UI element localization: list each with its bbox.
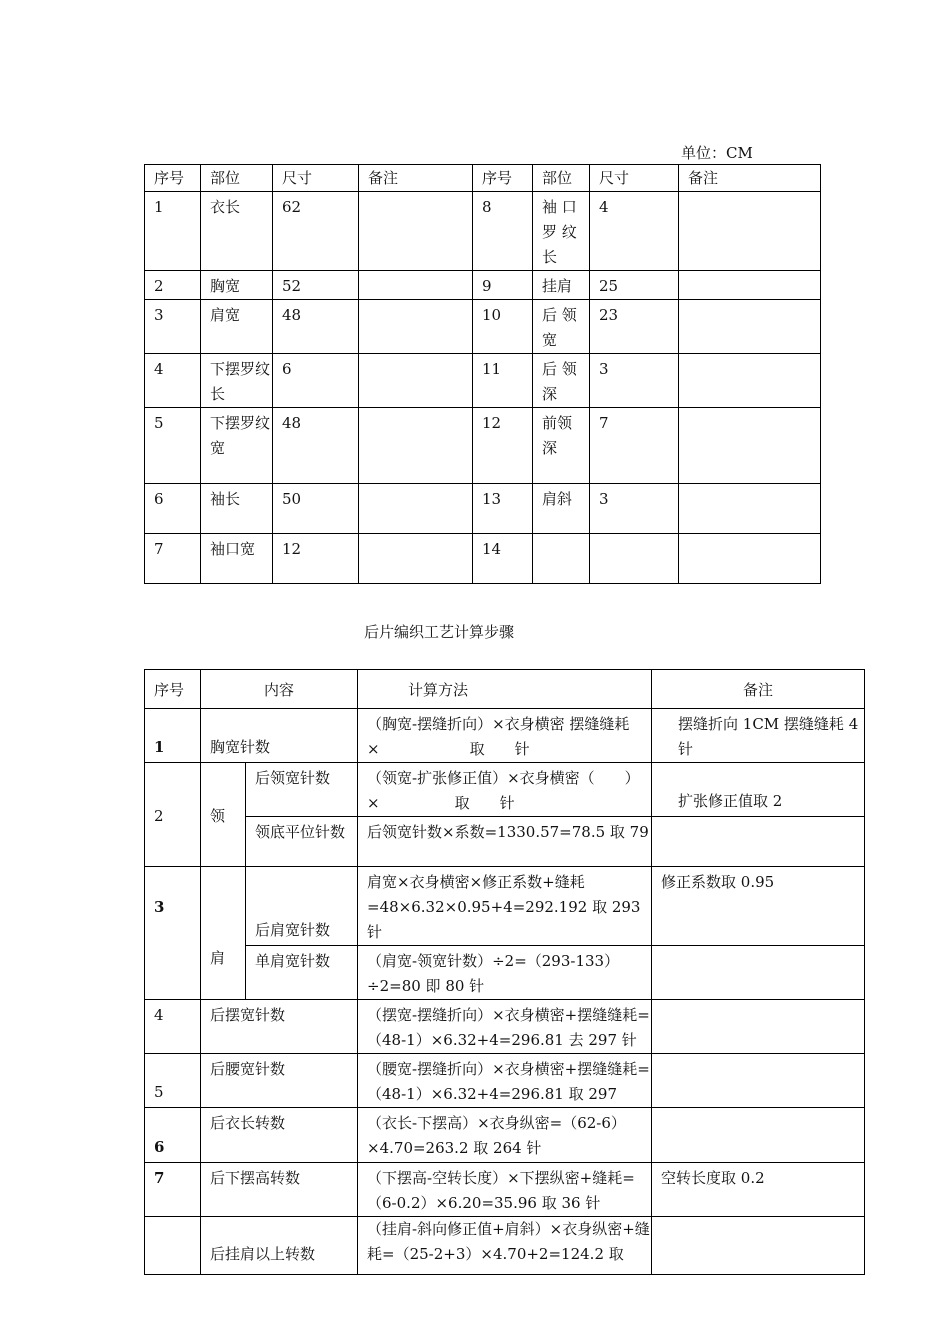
size-cell: 7 [590,408,679,484]
calc-row-no: 4 [145,1000,201,1054]
calc-row-note [652,946,865,1000]
size-cell: 前领深 [533,408,590,484]
size-header-row [145,165,821,192]
calc-row-content: 后下摆高转数 [201,1163,358,1217]
size-row [145,300,821,354]
size-header-cell: 尺寸 [590,165,679,192]
calc-row-note [652,1217,865,1275]
size-cell: 7 [145,534,201,584]
size-table [144,164,821,584]
calc-row-note [652,817,865,867]
size-cell: 4 [590,192,679,271]
size-row [145,192,821,271]
calc-row-content: 后领宽针数 [246,763,358,817]
size-cell: 12 [473,408,533,484]
size-cell: 48 [273,408,359,484]
calc-row-4 [145,1000,865,1054]
calc-row-content: 后腰宽针数 [201,1054,358,1108]
size-cell: 袖口宽 [201,534,273,584]
size-row [145,534,821,584]
size-cell: 13 [473,484,533,534]
calc-row-method: （腰宽-摆缝折向）×衣身横密+摆缝缝耗=（48-1）×6.32+4=296.81 取 297 [358,1054,652,1108]
size-cell: 1 [145,192,201,271]
calc-row-method: （胸宽-摆缝折向）×衣身横密 摆缝缝耗 × 取 针 [358,709,652,763]
size-cell: 下摆罗纹宽 [201,408,273,484]
size-cell: 62 [273,192,359,271]
calc-header-note: 备注 [652,670,865,709]
size-header-cell: 部位 [533,165,590,192]
size-cell: 挂肩 [533,271,590,300]
size-cell: 衣长 [201,192,273,271]
calc-row-method: （下摆高-空转长度）×下摆纵密+缝耗=（6-0.2）×6.20=35.96 取 36 针 [358,1163,652,1217]
calc-row-method: （衣长-下摆高）×衣身纵密=（62-6）×4.70=263.2 取 264 针 [358,1108,652,1163]
calc-row-note: 空转长度取 0.2 [652,1163,865,1217]
size-header-cell: 部位 [201,165,273,192]
calc-row-note [652,1054,865,1108]
size-cell [679,271,821,300]
size-cell [679,484,821,534]
size-cell: 3 [145,300,201,354]
calc-header-no: 序号 [145,670,201,709]
calc-row-content: 后衣长转数 [201,1108,358,1163]
calc-row-2b [145,817,865,867]
calc-row-group: 领 [201,763,246,867]
calc-header-method: 计算方法 [358,670,652,709]
calc-row-note: 修正系数取 0.95 [652,867,865,946]
calc-row-content: 领底平位针数 [246,817,358,867]
size-cell: 12 [273,534,359,584]
size-cell [679,300,821,354]
calc-row-1 [145,709,865,763]
size-cell: 5 [145,408,201,484]
calc-row-method: （领宽-扩张修正值）×衣身横密（ ）× 取 针 [358,763,652,817]
calc-row-content: 胸宽针数 [201,709,358,763]
size-cell: 下摆罗纹长 [201,354,273,408]
size-cell: 10 [473,300,533,354]
size-cell [359,271,473,300]
size-cell: 3 [590,484,679,534]
size-cell: 肩斜 [533,484,590,534]
size-cell: 肩宽 [201,300,273,354]
calc-header-content: 内容 [201,670,358,709]
size-cell [679,408,821,484]
size-cell [679,354,821,408]
size-cell: 23 [590,300,679,354]
calc-table-title: 后片编织工艺计算步骤 [364,623,515,641]
size-cell: 6 [273,354,359,408]
calc-row-3b [145,946,865,1000]
calc-row-no: 7 [145,1163,201,1217]
calc-header-row [145,670,865,709]
size-cell [679,192,821,271]
size-cell: 胸宽 [201,271,273,300]
calc-row-content: 后摆宽针数 [201,1000,358,1054]
unit-label: 单位：CM [681,144,753,162]
size-header-cell: 备注 [679,165,821,192]
size-cell: 2 [145,271,201,300]
size-row [145,354,821,408]
size-cell: 4 [145,354,201,408]
size-row [145,271,821,300]
size-cell: 52 [273,271,359,300]
size-cell: 6 [145,484,201,534]
size-cell [359,484,473,534]
size-cell: 袖 口 罗 纹 长 [533,192,590,271]
size-cell [679,534,821,584]
calc-row-no: 5 [145,1054,201,1108]
calc-row-method: （肩宽-领宽针数）÷2=（293-133）÷2=80 即 80 针 [358,946,652,1000]
calc-row-no: 6 [145,1108,201,1163]
calc-row-6 [145,1108,865,1163]
size-cell [359,534,473,584]
size-header-cell: 尺寸 [273,165,359,192]
size-cell [359,354,473,408]
calc-row-method: 后领宽针数×系数=1330.57=78.5 取 79 [358,817,652,867]
calc-row-7 [145,1163,865,1217]
calc-row-note: 扩张修正值取 2 [652,763,865,817]
calc-row-no [145,1217,201,1275]
size-row [145,408,821,484]
calc-row-content: 后肩宽针数 [246,867,358,946]
size-cell [359,300,473,354]
size-cell: 后 领 深 [533,354,590,408]
size-header-cell: 序号 [145,165,201,192]
calc-row-5 [145,1054,865,1108]
size-header-cell: 备注 [359,165,473,192]
calc-table [144,669,865,1275]
calc-row-content: 后挂肩以上转数 [201,1217,358,1275]
size-cell: 11 [473,354,533,408]
calc-row-content: 单肩宽针数 [246,946,358,1000]
calc-row-3a [145,867,865,946]
size-cell: 袖长 [201,484,273,534]
calc-row-method: 肩宽×衣身横密×修正系数+缝耗=48×6.32×0.95+4=292.192 取 293 针 [358,867,652,946]
size-cell [590,534,679,584]
calc-row-8 [145,1217,865,1275]
size-cell: 50 [273,484,359,534]
size-row [145,484,821,534]
size-cell: 8 [473,192,533,271]
calc-row-group: 肩 [201,867,246,1000]
calc-row-note [652,1108,865,1163]
size-cell: 25 [590,271,679,300]
size-cell: 48 [273,300,359,354]
size-cell [533,534,590,584]
calc-row-2a [145,763,865,817]
calc-row-no: 3 [145,867,201,1000]
calc-row-method: （摆宽-摆缝折向）×衣身横密+摆缝缝耗=（48-1）×6.32+4=296.81 去 297 针 [358,1000,652,1054]
size-cell: 后 领 宽 [533,300,590,354]
size-cell: 14 [473,534,533,584]
calc-row-method: （挂肩-斜向修正值+肩斜）×衣身纵密+缝耗=（25-2+3）×4.70+2=124.2 取 [358,1217,652,1275]
calc-row-no: 1 [145,709,201,763]
size-cell [359,408,473,484]
size-cell [359,192,473,271]
calc-row-note: 摆缝折向 1CM 摆缝缝耗 4 针 [652,709,865,763]
size-cell: 3 [590,354,679,408]
calc-row-note [652,1000,865,1054]
size-cell: 9 [473,271,533,300]
size-header-cell: 序号 [473,165,533,192]
calc-row-no: 2 [145,763,201,867]
